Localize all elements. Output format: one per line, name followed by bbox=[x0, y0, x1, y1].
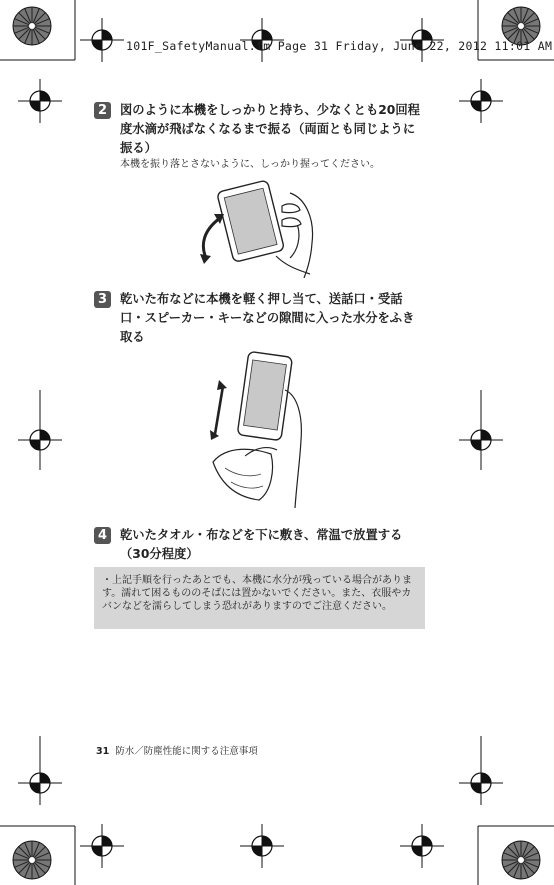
step-title: 乾いた布などに本機を軽く押し当て、送話口・受話口・スピーカー・キーなどの隙間に入った水分をふき取る bbox=[120, 292, 415, 344]
color-calibration-wheel-icon bbox=[13, 841, 51, 879]
step-title: 乾いたタオル・布などを下に敷き、常温で放置する（30分程度） bbox=[120, 528, 403, 561]
caution-note bbox=[94, 567, 425, 629]
step-number: 4 bbox=[94, 527, 111, 544]
phone-shake-illustration bbox=[190, 178, 330, 278]
color-calibration-wheel-icon bbox=[13, 7, 51, 45]
phone-wipe-illustration bbox=[205, 350, 315, 508]
step-title: 図のように本機をしっかりと持ち、少なくとも20回程度水滴が飛ばなくなるまで振る（両面とも同じように振る） bbox=[120, 103, 420, 155]
print-header: 101F_SafetyManual.fm Page 31 Friday, June 22, 2012 11:01 AM bbox=[126, 39, 553, 53]
page-number: 31 bbox=[96, 746, 110, 757]
step-number: 3 bbox=[94, 291, 111, 308]
caution-note-text: ・上記手順を行ったあとでも、本機に水分が残っている場合があります。濡れて困るもののそばには置かないでください。また、衣服やカバンなどを濡らしてしまう恐れがありますのでご注意ください。 bbox=[102, 575, 412, 612]
section-title: 防水／防塵性能に関する注意事項 bbox=[115, 746, 258, 757]
color-calibration-wheel-icon bbox=[502, 841, 540, 879]
page-footer bbox=[96, 743, 258, 757]
step-description: 本機を振り落とさないように、しっかり握ってください。 bbox=[120, 159, 380, 170]
step-number: 2 bbox=[94, 102, 111, 119]
